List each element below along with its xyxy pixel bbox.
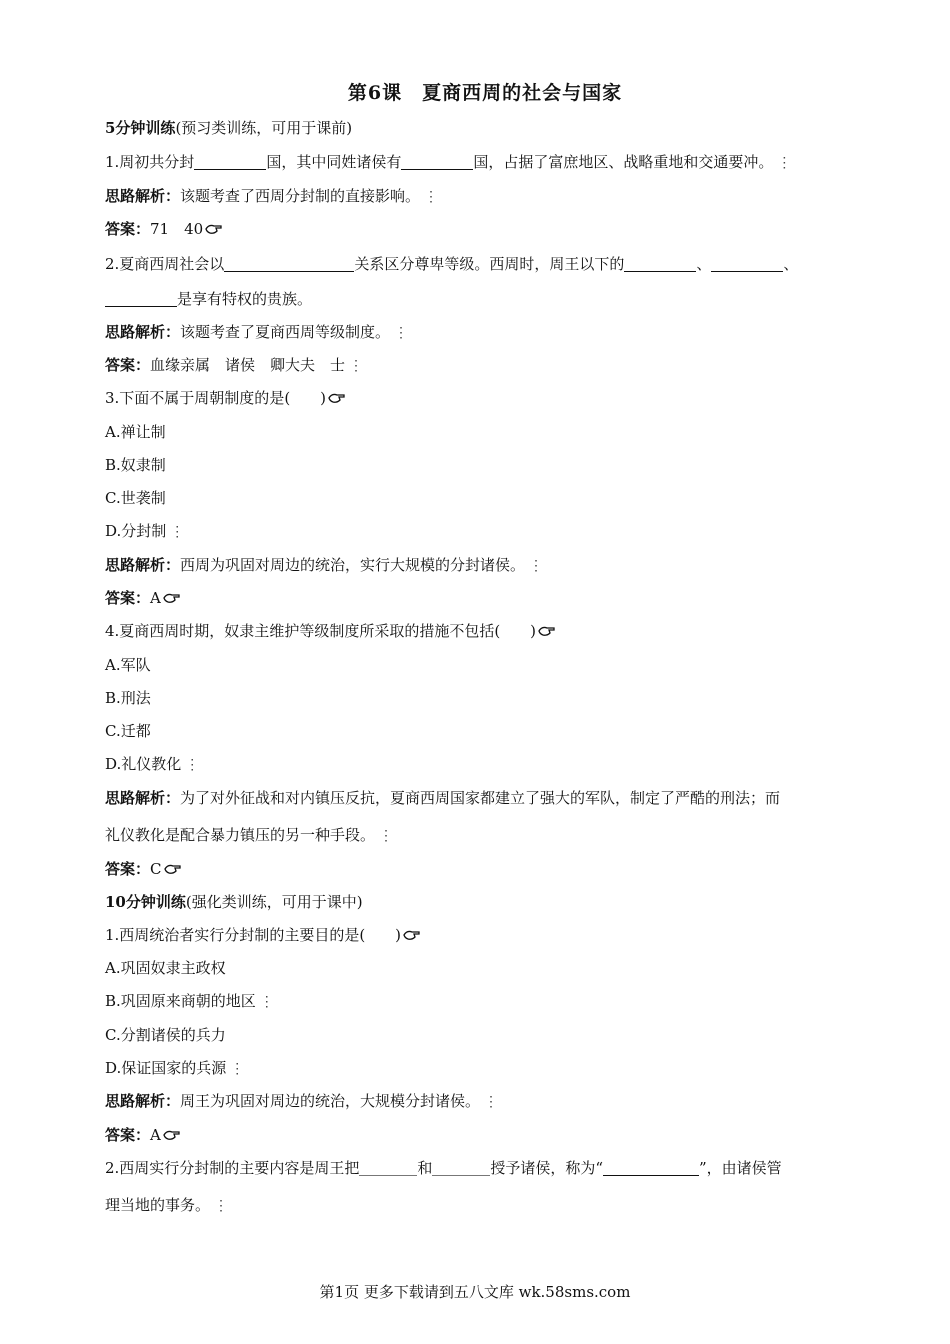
analysis-label: 思路解析： bbox=[105, 556, 181, 574]
hand-pointer-icon bbox=[403, 929, 421, 941]
section-note: (强化类训练，可用于课中) bbox=[185, 893, 363, 911]
paragraph-mark-icon: ⋮ bbox=[379, 828, 394, 844]
analysis-label: 思路解析： bbox=[105, 187, 181, 205]
analysis-line bbox=[105, 186, 438, 207]
hand-pointer-icon bbox=[205, 223, 223, 235]
question-text: 国，其中同姓诸侯有 bbox=[266, 153, 402, 171]
question-2-continued bbox=[105, 289, 312, 309]
option-a: A.禅让制 bbox=[105, 423, 166, 441]
paragraph-mark-icon: ⋮ bbox=[230, 1061, 245, 1077]
question-2 bbox=[105, 254, 798, 274]
answer-label: 答案： bbox=[105, 356, 151, 374]
practice-question-2-continued bbox=[105, 1195, 228, 1216]
fill-blank[interactable] bbox=[603, 1160, 699, 1176]
analysis-text: 周王为巩固对周边的统治，大规模分封诸侯。 bbox=[180, 1092, 481, 1110]
answer-text: A bbox=[150, 589, 161, 607]
question-text: 1.周初共分封 bbox=[105, 153, 195, 171]
option-text: D.礼仪教化 bbox=[105, 755, 182, 773]
answer-line bbox=[105, 1125, 181, 1145]
question-text: ”，由诸侯管 bbox=[699, 1159, 782, 1177]
question-text: 4.夏商西周时期，奴隶主维护等级制度所采取的措施不包括( ) bbox=[105, 622, 537, 640]
question-text: 国，占据了富庶地区、战略重地和交通要冲。 bbox=[473, 153, 774, 171]
answer-label: 答案： bbox=[105, 220, 151, 238]
question-3 bbox=[105, 388, 346, 408]
answer-text: 71 40 bbox=[150, 220, 204, 238]
section-title: 5分钟训练 bbox=[105, 119, 176, 137]
question-text: 理当地的事务。 bbox=[105, 1196, 211, 1214]
analysis-line bbox=[105, 322, 408, 343]
practice-question-1 bbox=[105, 925, 421, 945]
fill-blank[interactable] bbox=[105, 291, 177, 307]
option-c: C.迁都 bbox=[105, 722, 151, 740]
paragraph-mark-icon: ⋮ bbox=[170, 524, 185, 540]
section-heading-1 bbox=[105, 118, 352, 138]
hand-pointer-icon bbox=[328, 392, 346, 404]
question-text: 是享有特权的贵族。 bbox=[177, 290, 313, 308]
paragraph-mark-icon: ⋮ bbox=[529, 558, 544, 574]
question-text: 和 bbox=[417, 1159, 433, 1177]
analysis-label: 思路解析： bbox=[105, 323, 181, 341]
paragraph-mark-icon: ⋮ bbox=[259, 994, 274, 1010]
hand-pointer-icon bbox=[164, 863, 182, 875]
hand-pointer-icon bbox=[538, 625, 556, 637]
page-title: 第6课 夏商西周的社会与国家 bbox=[347, 82, 623, 104]
fill-blank[interactable] bbox=[432, 1160, 490, 1176]
question-text: 2.西周实行分封制的主要内容是周王把 bbox=[105, 1159, 360, 1177]
option-d bbox=[105, 1058, 244, 1079]
option-d bbox=[105, 754, 199, 775]
paragraph-mark-icon: ⋮ bbox=[349, 358, 364, 374]
analysis-text: 礼仪教化是配合暴力镇压的另一种手段。 bbox=[105, 826, 376, 844]
analysis-text: 西周为巩固对周边的统治，实行大规模的分封诸侯。 bbox=[180, 556, 526, 574]
answer-line bbox=[105, 859, 182, 879]
question-text: 、 bbox=[783, 255, 799, 273]
question-1 bbox=[105, 152, 791, 173]
analysis-line bbox=[105, 1091, 498, 1112]
option-c: C.世袭制 bbox=[105, 489, 166, 507]
fill-blank[interactable] bbox=[624, 256, 696, 272]
paragraph-mark-icon: ⋮ bbox=[424, 189, 439, 205]
option-text: D.分封制 bbox=[105, 522, 167, 540]
analysis-label: 思路解析： bbox=[105, 1092, 181, 1110]
paragraph-mark-icon: ⋮ bbox=[484, 1094, 499, 1110]
page-footer: 第1页 更多下载请到五八文库 wk.58sms.com bbox=[319, 1283, 631, 1301]
practice-question-2 bbox=[105, 1158, 782, 1178]
fill-blank[interactable] bbox=[224, 256, 354, 272]
hand-pointer-icon bbox=[163, 1129, 181, 1141]
answer-text: C bbox=[150, 860, 162, 878]
paragraph-mark-icon: ⋮ bbox=[185, 757, 200, 773]
fill-blank[interactable] bbox=[711, 256, 783, 272]
answer-text: A bbox=[150, 1126, 161, 1144]
analysis-text: 该题考查了夏商西周等级制度。 bbox=[180, 323, 391, 341]
section-title: 10分钟训练 bbox=[105, 893, 186, 911]
answer-label: 答案： bbox=[105, 1126, 151, 1144]
fill-blank[interactable] bbox=[401, 154, 473, 170]
answer-line bbox=[105, 355, 363, 376]
option-b bbox=[105, 991, 274, 1012]
answer-label: 答案： bbox=[105, 589, 151, 607]
question-text: 1.西周统治者实行分封制的主要目的是( ) bbox=[105, 926, 402, 944]
fill-blank[interactable] bbox=[194, 154, 266, 170]
option-d bbox=[105, 521, 184, 542]
option-a: A.军队 bbox=[105, 656, 151, 674]
analysis-label: 思路解析： bbox=[105, 789, 181, 807]
paragraph-mark-icon: ⋮ bbox=[214, 1198, 229, 1214]
answer-label: 答案： bbox=[105, 860, 151, 878]
option-c: C.分割诸侯的兵力 bbox=[105, 1026, 226, 1044]
option-b: B.刑法 bbox=[105, 689, 151, 707]
question-text: 关系区分尊卑等级。西周时，周王以下的 bbox=[354, 255, 625, 273]
paragraph-mark-icon: ⋮ bbox=[777, 155, 792, 171]
section-note: (预习类训练，可用于课前) bbox=[175, 119, 353, 137]
question-text: 、 bbox=[696, 255, 712, 273]
fill-blank[interactable] bbox=[359, 1160, 417, 1176]
answer-line bbox=[105, 219, 223, 239]
paragraph-mark-icon: ⋮ bbox=[394, 325, 409, 341]
question-4 bbox=[105, 621, 556, 641]
hand-pointer-icon bbox=[163, 592, 181, 604]
section-heading-2 bbox=[105, 892, 363, 912]
option-text: B.巩固原来商朝的地区 bbox=[105, 992, 256, 1010]
analysis-text: 该题考查了西周分封制的直接影响。 bbox=[180, 187, 421, 205]
option-a: A.巩固奴隶主政权 bbox=[105, 959, 226, 977]
option-text: D.保证国家的兵源 bbox=[105, 1059, 227, 1077]
analysis-line bbox=[105, 788, 780, 808]
question-text: 2.夏商西周社会以 bbox=[105, 255, 225, 273]
analysis-line-continued bbox=[105, 825, 393, 846]
analysis-line bbox=[105, 555, 543, 576]
analysis-text: 为了对外征战和对内镇压反抗，夏商西周国家都建立了强大的军队，制定了严酷的刑法；而 bbox=[180, 789, 781, 807]
option-b: B.奴隶制 bbox=[105, 456, 166, 474]
answer-line bbox=[105, 588, 181, 608]
question-text: 授予诸侯，称为“ bbox=[490, 1159, 604, 1177]
question-text: 3.下面不属于周朝制度的是( ) bbox=[105, 389, 327, 407]
answer-text: 血缘亲属 诸侯 卿大夫 士 bbox=[150, 356, 346, 374]
